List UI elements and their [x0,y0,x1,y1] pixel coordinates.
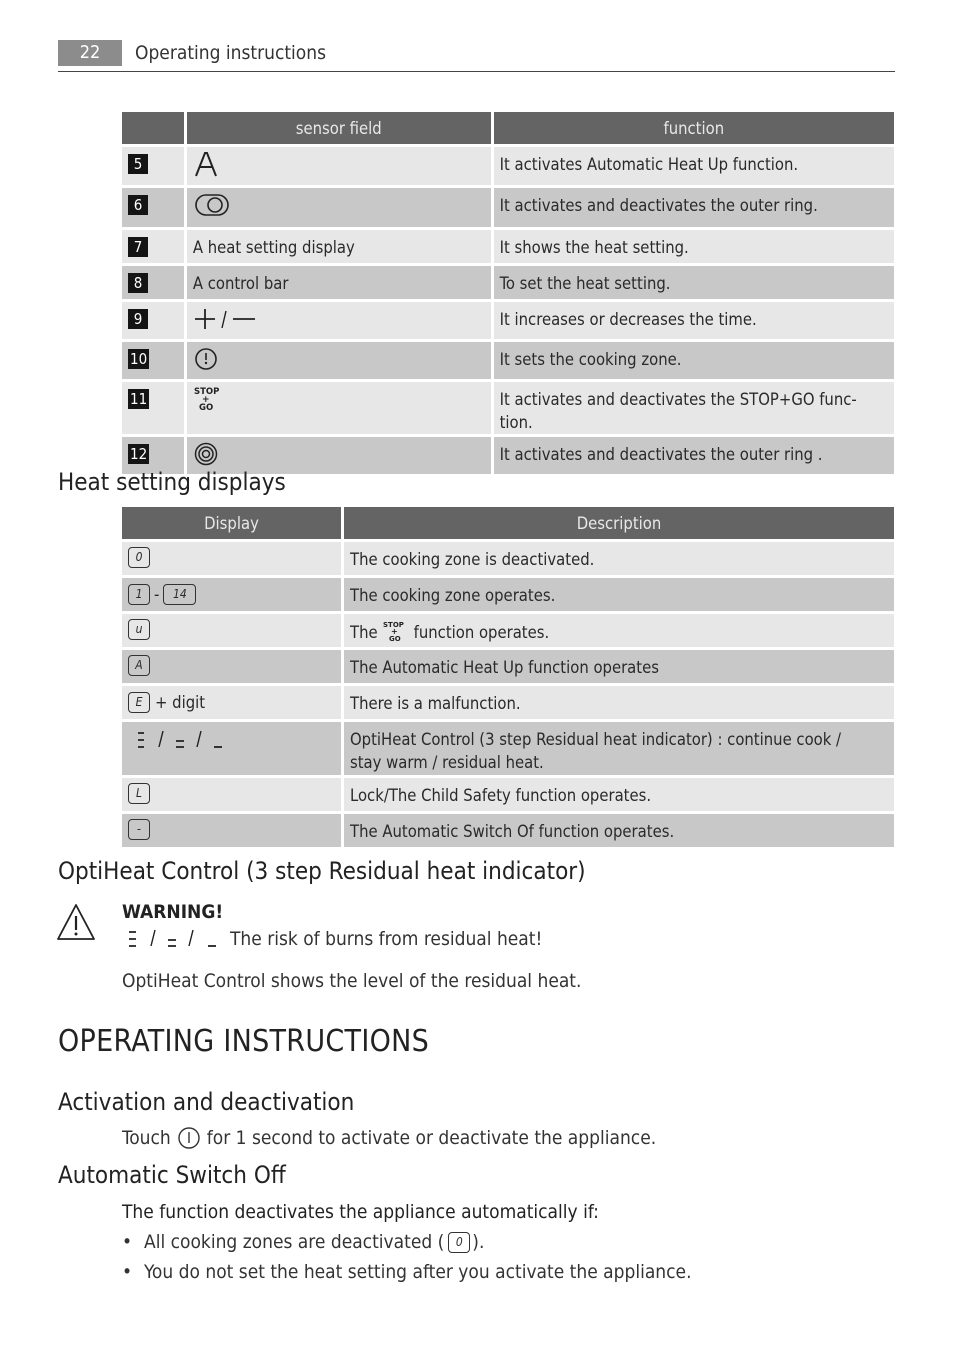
display-glyph-max: 14 [163,584,196,605]
svg-text:STOP: STOP [382,621,404,629]
description-text: OptiHeat Control (3 step Residual heat indicator) : continue cook / [350,730,842,749]
row-number: 5 [128,154,148,174]
description-text-pre: The [350,622,378,642]
table-row [122,382,894,434]
bullet-text: You do not set the heat setting after you activate the appliance. [144,1261,692,1283]
display-separator: - [154,585,160,604]
display-glyph: 1 [128,584,150,605]
table-row [122,686,894,719]
row-number: 6 [128,195,148,215]
residual-heat-levels-icon [128,727,228,753]
sensor-field-text: A control bar [192,274,289,293]
table-header-display: Display [122,507,341,539]
table-row [122,230,894,263]
auto-off-intro: The function deactivates the appliance automatically if: [122,1201,599,1223]
table-row [122,650,894,683]
outer-ring-circle-icon [193,440,221,468]
table-row [122,542,894,575]
zero-display-icon: 0 [448,1232,470,1253]
warning-triangle-icon [57,902,97,942]
page-header-title: Operating instructions [135,42,326,64]
section-title-heat-setting: Heat setting displays [58,468,286,496]
table-header-description: Description [344,507,894,539]
activation-text-pre: Touch [122,1127,171,1149]
page-header [58,40,895,72]
bullet-dot: • [122,1231,133,1253]
description-text-continued: stay warm / residual heat. [350,753,544,772]
table-row [122,722,894,775]
section-title-activation: Activation and deactivation [58,1088,355,1116]
display-extra-text: + digit [155,693,206,712]
description-text: The Automatic Switch Of function operates. [350,822,675,841]
page-number: 22 [58,40,122,66]
heat-setting-table [119,504,897,850]
display-glyph: E [128,692,150,713]
table-row [122,578,894,611]
table-row [122,778,894,811]
warning-text: The risk of burns from residual heat! [230,928,543,950]
description-text: function operates. [413,622,550,642]
table-row [122,188,894,227]
row-number: 8 [128,273,148,293]
table-row [122,614,894,647]
automatic-a-icon [193,149,219,179]
table-row [122,342,894,379]
main-section-title: OPERATING INSTRUCTIONS [58,1024,430,1059]
optiheat-text: OptiHeat Control shows the level of the residual heat. [122,970,582,992]
function-text-continued: tion. [499,413,533,432]
description-text: The cooking zone operates. [350,586,556,605]
outer-ring-oval-icon [193,191,233,221]
list-item [122,1261,692,1283]
table-header-blank [122,112,184,144]
activation-text-post: for 1 second to activate or deactivate the appliance. [206,1127,657,1149]
bullet-dot: • [122,1261,133,1283]
description-text: The Automatic Heat Up function operates [350,658,659,677]
bullet-text-post: ). [472,1231,485,1253]
row-number: 9 [128,309,148,329]
table-row [122,302,894,339]
description-text: There is a malfunction. [350,694,521,713]
display-glyph: - [128,819,150,840]
table-header-function: function [494,112,894,144]
section-title-optiheat: OptiHeat Control (3 step Residual heat indicator) [58,857,586,885]
stop-go-icon [193,385,227,417]
warning-label: WARNING! [122,901,224,923]
sensor-field-text: A heat setting display [192,238,355,257]
table-row [122,814,894,847]
section-title-auto-off: Automatic Switch Off [58,1161,286,1189]
function-text: It increases or decreases the time. [499,310,757,329]
description-text: Lock/The Child Safety function operates. [350,786,652,805]
function-text: It activates and deactivates the outer ring . [499,445,823,464]
sensor-field-table [119,109,897,477]
power-on-off-icon [177,1126,201,1150]
zone-select-icon [193,345,221,373]
display-glyph: u [128,619,150,640]
svg-text:+: + [390,627,398,636]
row-number: 7 [128,237,148,257]
table-header-sensor-field: sensor field [187,112,491,144]
description-text: The cooking zone is deactivated. [350,550,595,569]
row-number: 10 [130,350,148,368]
residual-heat-levels-icon [122,926,222,952]
display-glyph: 0 [128,547,150,568]
function-text: It activates and deactivates the STOP+GO func- [499,390,857,409]
function-text: To set the heat setting. [499,274,671,293]
warning-line [122,926,542,952]
table-row [122,147,894,185]
function-text: It activates Automatic Heat Up function. [499,155,799,174]
stop-go-icon [383,620,409,644]
row-number: 12 [130,445,148,463]
row-number: 11 [130,390,148,408]
table-row [122,266,894,299]
plus-minus-icon [193,305,257,333]
function-text: It sets the cooking zone. [499,350,682,369]
svg-text:+: + [201,395,210,405]
function-text: It shows the heat setting. [499,238,689,257]
svg-text:GO: GO [388,635,401,643]
display-glyph: A [128,655,150,676]
display-glyph: L [128,783,150,804]
svg-text:GO: GO [198,403,214,413]
function-text: It activates and deactivates the outer ring. [499,196,818,215]
list-item [122,1231,484,1253]
bullet-text-pre: All cooking zones are deactivated ( [144,1231,445,1253]
activation-text [122,1126,656,1150]
svg-text:STOP: STOP [193,387,220,397]
